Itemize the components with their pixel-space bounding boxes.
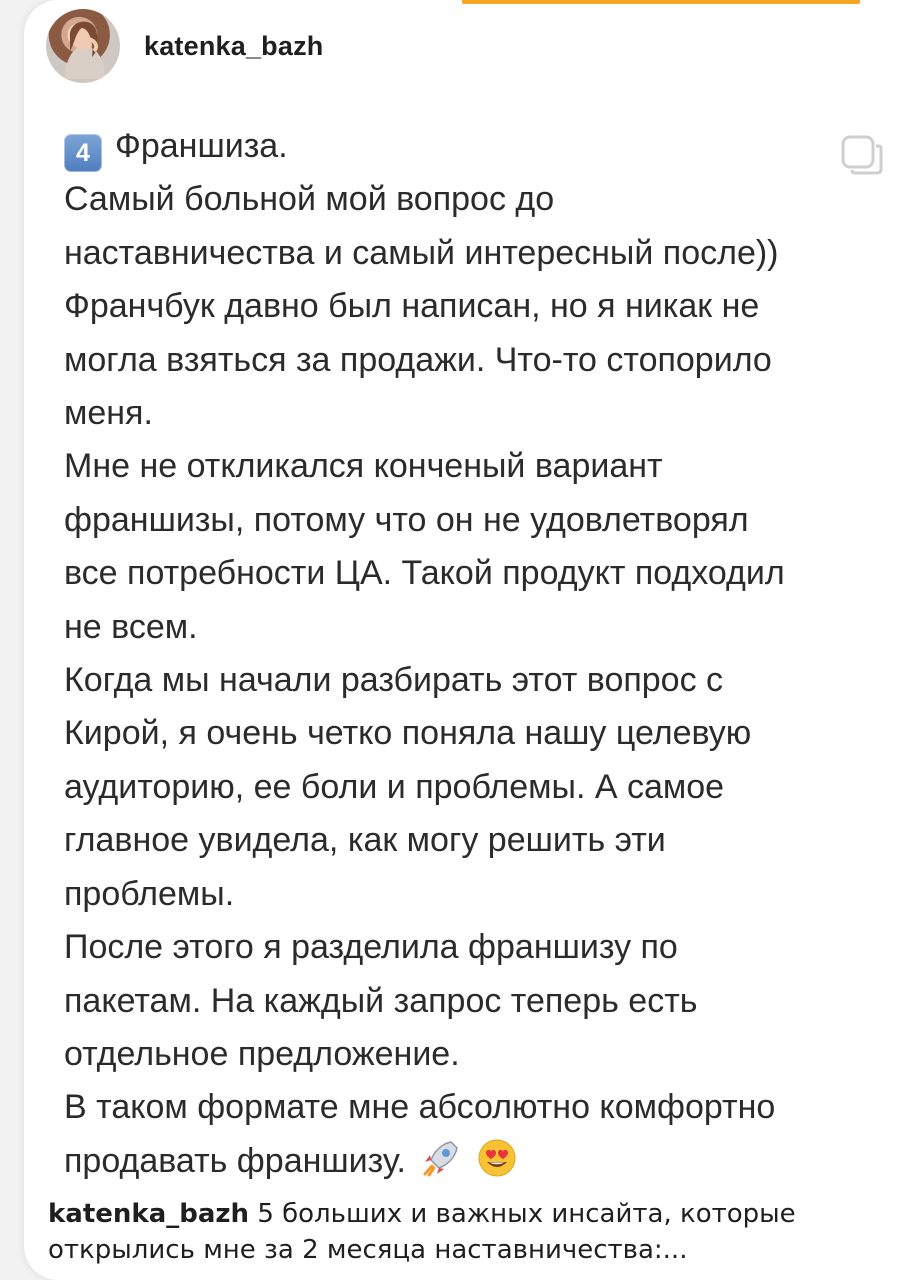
caption-line-1 xyxy=(48,1196,898,1232)
post-line: Франчбук давно был написан, но я никак не xyxy=(64,287,760,326)
post-line: Когда мы начали разбирать этот вопрос с xyxy=(64,661,724,700)
post-line: меня. xyxy=(64,394,153,433)
post-line: проблемы. xyxy=(64,874,235,913)
heart-eyes-emoji-icon xyxy=(477,1138,517,1194)
post-heading: Франшиза. xyxy=(115,127,288,165)
post-line: не всем. xyxy=(64,607,198,646)
top-accent-bar xyxy=(462,0,860,4)
post-caption xyxy=(48,1196,898,1268)
post-line: отдельное предложение. xyxy=(64,1034,460,1073)
post-line: После этого я разделила франшизу по xyxy=(64,928,678,967)
post-line: В таком формате мне абсолютно комфортно xyxy=(64,1088,776,1127)
avatar-portrait-icon xyxy=(46,9,120,83)
post-last-line-text: продавать франшизу. xyxy=(64,1141,406,1180)
post-header xyxy=(46,8,323,84)
caption-text-1: 5 больших и важных инсайта, которые xyxy=(257,1199,796,1229)
post-body xyxy=(64,120,894,1194)
post-line: Самый больной мой вопрос до xyxy=(64,180,555,219)
post-username[interactable]: katenka_bazh xyxy=(144,30,324,61)
post-heading-line xyxy=(64,120,894,173)
post-line: главное увидела, как могу решить эти xyxy=(64,821,666,860)
caption-username[interactable]: katenka_bazh xyxy=(48,1199,250,1229)
post-line: Кирой, я очень четко поняла нашу целевую xyxy=(64,714,752,753)
post-line: аудиторию, ее боли и проблемы. А самое xyxy=(64,767,725,806)
post-line: пакетам. На каждый запрос теперь есть xyxy=(64,981,698,1020)
post-line: наставничества и самый интересный после)) xyxy=(64,233,779,272)
post-card xyxy=(24,0,920,1280)
avatar[interactable] xyxy=(46,9,120,83)
post-last-line xyxy=(64,1135,894,1194)
post-line: Мне не откликался конченый вариант xyxy=(64,447,663,486)
post-line: все потребности ЦА. Такой продукт подходил xyxy=(64,554,785,593)
post-line: могла взяться за продажи. Что-то стопорило xyxy=(64,340,772,379)
caption-line-2[interactable]: открылись мне за 2 месяца наставничества:... xyxy=(48,1235,688,1265)
post-line: франшизы, потому что он не удовлетворял xyxy=(64,500,749,539)
keycap-number-badge: 4 xyxy=(64,134,102,172)
rocket-icon xyxy=(421,1138,461,1194)
